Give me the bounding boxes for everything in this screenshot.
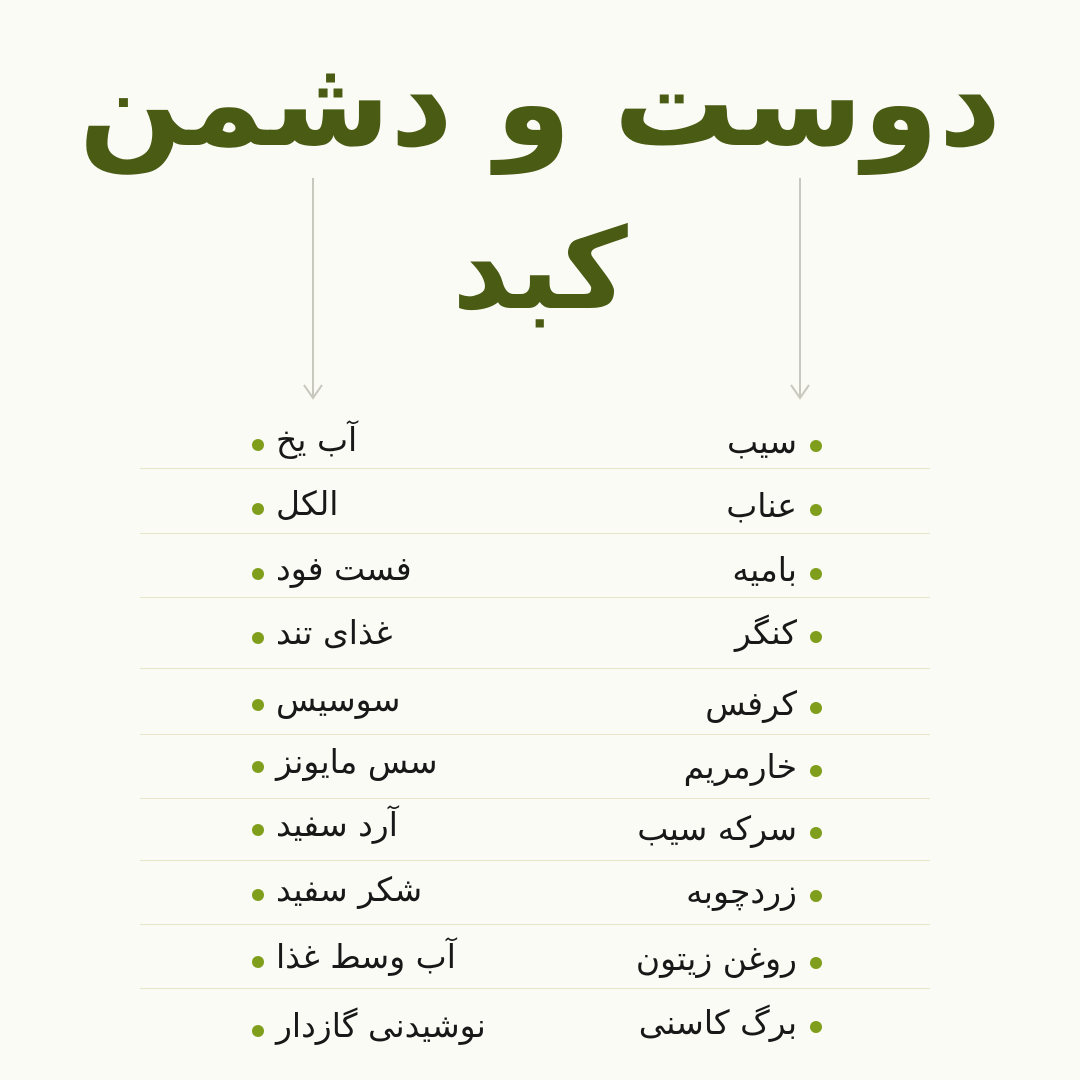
enemy-label: سوسیس bbox=[276, 679, 401, 719]
bullet-icon bbox=[252, 503, 264, 515]
bullet-icon bbox=[810, 702, 822, 714]
enemy-label: نوشیدنی گازدار bbox=[276, 1005, 486, 1045]
friend-label: سیب bbox=[726, 421, 797, 461]
bullet-icon bbox=[252, 632, 264, 644]
row-divider bbox=[140, 860, 930, 861]
enemy-list-item bbox=[252, 1002, 486, 1048]
bullet-icon bbox=[252, 568, 264, 580]
friends-arrow-icon bbox=[790, 178, 810, 400]
friend-list-item bbox=[684, 743, 822, 789]
friend-list-item bbox=[637, 805, 822, 851]
friend-list-item bbox=[639, 999, 822, 1045]
friend-label: سرکه سیب bbox=[637, 808, 797, 848]
bullet-icon bbox=[252, 824, 264, 836]
row-divider bbox=[140, 988, 930, 989]
bullet-icon bbox=[252, 889, 264, 901]
friend-list-item bbox=[732, 546, 822, 592]
friend-list-item bbox=[727, 418, 822, 464]
enemy-label: سس مایونز bbox=[276, 741, 438, 781]
enemy-label: آب یخ bbox=[276, 419, 358, 459]
row-divider bbox=[140, 668, 930, 669]
row-divider bbox=[140, 734, 930, 735]
enemy-label: آب وسط غذا bbox=[276, 936, 456, 976]
row-divider bbox=[140, 468, 930, 469]
page-title: دوست و دشمن bbox=[78, 32, 1002, 174]
bullet-icon bbox=[252, 699, 264, 711]
friend-label: برگ کاسنی bbox=[638, 1002, 797, 1042]
friend-list-item bbox=[636, 935, 822, 981]
row-divider bbox=[140, 924, 930, 925]
bullet-icon bbox=[810, 1021, 822, 1033]
bullet-icon bbox=[252, 761, 264, 773]
friend-list-item bbox=[735, 609, 822, 655]
bullet-icon bbox=[810, 957, 822, 969]
friend-list-item bbox=[686, 868, 822, 914]
bullet-icon bbox=[810, 504, 822, 516]
friend-label: روغن زیتون bbox=[635, 938, 797, 978]
friend-label: عناب bbox=[726, 485, 797, 525]
enemy-label: شکر سفید bbox=[276, 869, 423, 909]
friend-label: کرفس bbox=[705, 683, 797, 723]
friend-list-item bbox=[726, 482, 822, 528]
row-divider bbox=[140, 798, 930, 799]
enemy-label: فست فود bbox=[276, 548, 412, 588]
friend-label: زردچوبه bbox=[686, 871, 797, 911]
enemy-list-item bbox=[252, 738, 438, 784]
page-subtitle: کبد bbox=[452, 205, 628, 335]
friend-list-item bbox=[705, 680, 822, 726]
bullet-icon bbox=[810, 631, 822, 643]
bullet-icon bbox=[252, 956, 264, 968]
row-divider bbox=[140, 533, 930, 534]
friend-label: کنگر bbox=[734, 612, 797, 652]
bullet-icon bbox=[810, 890, 822, 902]
row-divider bbox=[140, 597, 930, 598]
friend-label: خارمریم bbox=[683, 746, 797, 786]
bullet-icon bbox=[810, 440, 822, 452]
enemy-label: الکل bbox=[276, 483, 339, 523]
bullet-icon bbox=[810, 568, 822, 580]
bullet-icon bbox=[810, 765, 822, 777]
bullet-icon bbox=[252, 1025, 264, 1037]
enemy-list-item bbox=[252, 801, 398, 847]
enemy-list-item bbox=[252, 609, 393, 655]
enemy-label: آرد سفید bbox=[276, 804, 398, 844]
enemies-arrow-icon bbox=[303, 178, 323, 400]
enemy-list-item bbox=[252, 866, 422, 912]
enemy-list-item bbox=[252, 676, 400, 722]
friend-label: بامیه bbox=[732, 549, 797, 589]
bullet-icon bbox=[252, 439, 264, 451]
bullet-icon bbox=[810, 827, 822, 839]
enemy-list-item bbox=[252, 480, 338, 526]
enemy-label: غذای تند bbox=[276, 612, 393, 652]
enemy-list-item bbox=[252, 933, 456, 979]
enemy-list-item bbox=[252, 416, 357, 462]
enemy-list-item bbox=[252, 545, 412, 591]
